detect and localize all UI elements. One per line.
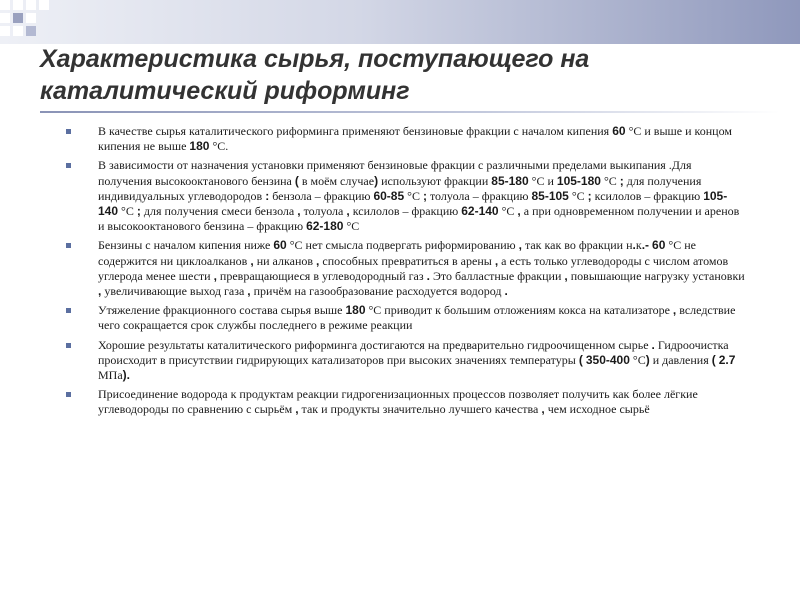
bullet-item [64, 158, 746, 234]
bullet-text-bold: . [426, 268, 430, 283]
bullet-text: °С и [528, 173, 557, 188]
bullet-text-bold: , [250, 253, 254, 268]
bullet-text: повышающие нагрузку установки [567, 268, 745, 283]
bullet-text-bold: 60 [652, 238, 666, 253]
bullet-text-bold: 350-400 [585, 352, 630, 367]
bullet-text-bold: . [504, 284, 508, 299]
bullet-text-bold: 180 [345, 303, 366, 318]
bullet-marker-icon [66, 163, 71, 168]
header-band [0, 0, 800, 44]
bullet-text-bold: .- [641, 238, 650, 253]
bullet-text-bold: ( [294, 173, 299, 188]
bullet-text-bold: 85-180 [491, 173, 529, 188]
bullet-list [64, 124, 746, 422]
bullet-text-bold: ; [619, 173, 624, 188]
bullet-text-bold: , [98, 284, 102, 299]
bullet-text: и давления [649, 352, 712, 367]
bullet-text-bold: 85-105 [531, 188, 569, 203]
bullet-text: °С не содержится ни циклоалканов [98, 238, 696, 268]
bullet-text: °С [629, 352, 646, 367]
bullet-text: МПа [98, 368, 123, 383]
bullet-text: бензола – фракцию [269, 188, 374, 203]
bullet-text: так и продукты значительно лучшего качества [298, 402, 542, 417]
title-underline [40, 111, 780, 113]
bullet-text: а при одновременном получении и аренов и высокооктанового бензина – фракцию [98, 204, 740, 234]
bullet-item [64, 387, 746, 417]
slide-title: Характеристика сырья, поступающего на каталитический риформинг [40, 45, 590, 105]
bullet-text-bold: ) [645, 352, 650, 367]
bullet-text: увеличивающие выход газа [101, 284, 248, 299]
bullet-text-bold: , [564, 268, 568, 283]
bullet-marker-icon [66, 243, 71, 248]
bullet-marker-icon [66, 308, 71, 313]
bullet-text-bold: 180 [189, 139, 210, 154]
bullet-text-bold: . [651, 337, 655, 352]
bullet-text: °С и выше и концом кипения не выше [98, 124, 732, 154]
bullet-text-bold: ; [587, 188, 592, 203]
bullet-text: так как во фракции н [521, 238, 633, 253]
bullet-text: °С [404, 188, 423, 203]
bullet-text-bold: ( [578, 352, 583, 367]
bullet-item [64, 238, 746, 299]
bullet-text: °С [498, 204, 518, 219]
bullet-text-bold: , [494, 253, 499, 268]
bullet-text-bold: , [517, 204, 521, 219]
bullet-text: превращающиеся в углеводородный газ [216, 268, 427, 283]
bullet-text: Хорошие результаты каталитического риформинга достигаются на предварительно гидроочищенном сырье [98, 337, 652, 352]
bullet-text: Гидроочистка происходит в присутствии гидрирующих катализаторов при высоких значениях температуры [98, 337, 729, 367]
bullet-text-bold: 105-180 [556, 173, 601, 188]
bullet-text: °С [568, 188, 588, 203]
bullet-text-bold: , [316, 253, 320, 268]
bullet-text: ни алканов [253, 253, 317, 268]
bullet-text-bold: ; [136, 204, 141, 219]
bullet-text: °С нет смысла подвергать риформированию [286, 238, 519, 253]
bullet-text: °С [118, 204, 137, 219]
bullet-text-bold: ( [711, 352, 716, 367]
bullet-text-bold: , [672, 303, 677, 318]
bullet-text: В зависимости от назначения установки применяют бензиновые фракции с различными пределами выкипания .Для получения высокооктанового бензина [98, 158, 692, 188]
bullet-text-bold: , [295, 402, 299, 417]
bullet-text: чем исходное сырьё [544, 402, 650, 417]
bullet-text-bold: 60-85 [373, 188, 405, 203]
bullet-text: В качестве сырья каталитического риформинга применяют бензиновые фракции с началом кипения [98, 124, 613, 138]
bullet-text: используют фракции [378, 173, 492, 188]
bullet-text-bold: : [265, 188, 270, 203]
bullet-text-bold: , [541, 402, 545, 417]
bullet-text: причём на газообразование расходуется водород [250, 284, 505, 299]
bullet-text-bold: 105-140 [98, 188, 728, 219]
bullet-text: Утяжеление фракционного состава сырья выше [98, 303, 346, 318]
bullet-text: к [635, 238, 642, 253]
bullet-text: Бензины с началом кипения ниже [98, 238, 274, 253]
bullet-text: °С [600, 173, 620, 188]
bullet-text: ксилолов – фракцию [591, 188, 704, 203]
bullet-text-bold: , [247, 284, 251, 299]
bullet-text: °С. [209, 139, 229, 154]
bullet-text-bold: 60 [273, 238, 287, 253]
bullet-text: вследствие чего сокращается срок службы последнего в режиме реакции [98, 303, 736, 333]
bullet-text-bold: ). [122, 368, 131, 383]
bullet-text: в моём случае [298, 173, 375, 188]
bullet-item [64, 303, 746, 333]
bullet-text-bold: 60 [612, 124, 626, 138]
bullet-text: способных превратиться в арены [319, 253, 495, 268]
bullet-text: Присоединение водорода к продуктам реакции гидрогенизационных процессов позволяет получить как более лёгкие углеводороды по сравнению с сырьём [98, 387, 698, 417]
bullet-item [64, 124, 746, 154]
bullet-text-bold: , [213, 268, 217, 283]
bullet-text: для получения смеси бензола [140, 204, 298, 219]
bullet-text: а есть только углеводороды с числом атомов углерода менее шести [98, 253, 729, 283]
bullet-text: ксилолов – фракцию [349, 204, 462, 219]
bullet-marker-icon [66, 343, 71, 348]
bullet-text: Это балластные фракции [429, 268, 565, 283]
bullet-marker-icon [66, 392, 71, 397]
bullet-text: толуола – фракцию [426, 188, 532, 203]
bullet-text: для получения индивидуальных углеводородов [98, 173, 702, 203]
bullet-text-bold: . [632, 238, 636, 253]
bullet-text: толуола [300, 204, 347, 219]
bullet-text-bold: ) [374, 173, 379, 188]
bullet-marker-icon [66, 129, 71, 134]
bullet-text: °С [343, 219, 360, 234]
bullet-item [64, 338, 746, 384]
bullet-text-bold: , [518, 238, 522, 253]
bullet-text-bold: , [297, 204, 301, 219]
bullet-text: °С приводит к большим отложениям кокса на катализаторе [365, 303, 673, 318]
bullet-text-bold: 2.7 [718, 352, 736, 367]
bullet-text-bold: 62-180 [306, 219, 344, 234]
bullet-text-bold: , [346, 204, 350, 219]
bullet-text-bold: 62-140 [461, 204, 499, 219]
bullet-text-bold: ; [422, 188, 427, 203]
